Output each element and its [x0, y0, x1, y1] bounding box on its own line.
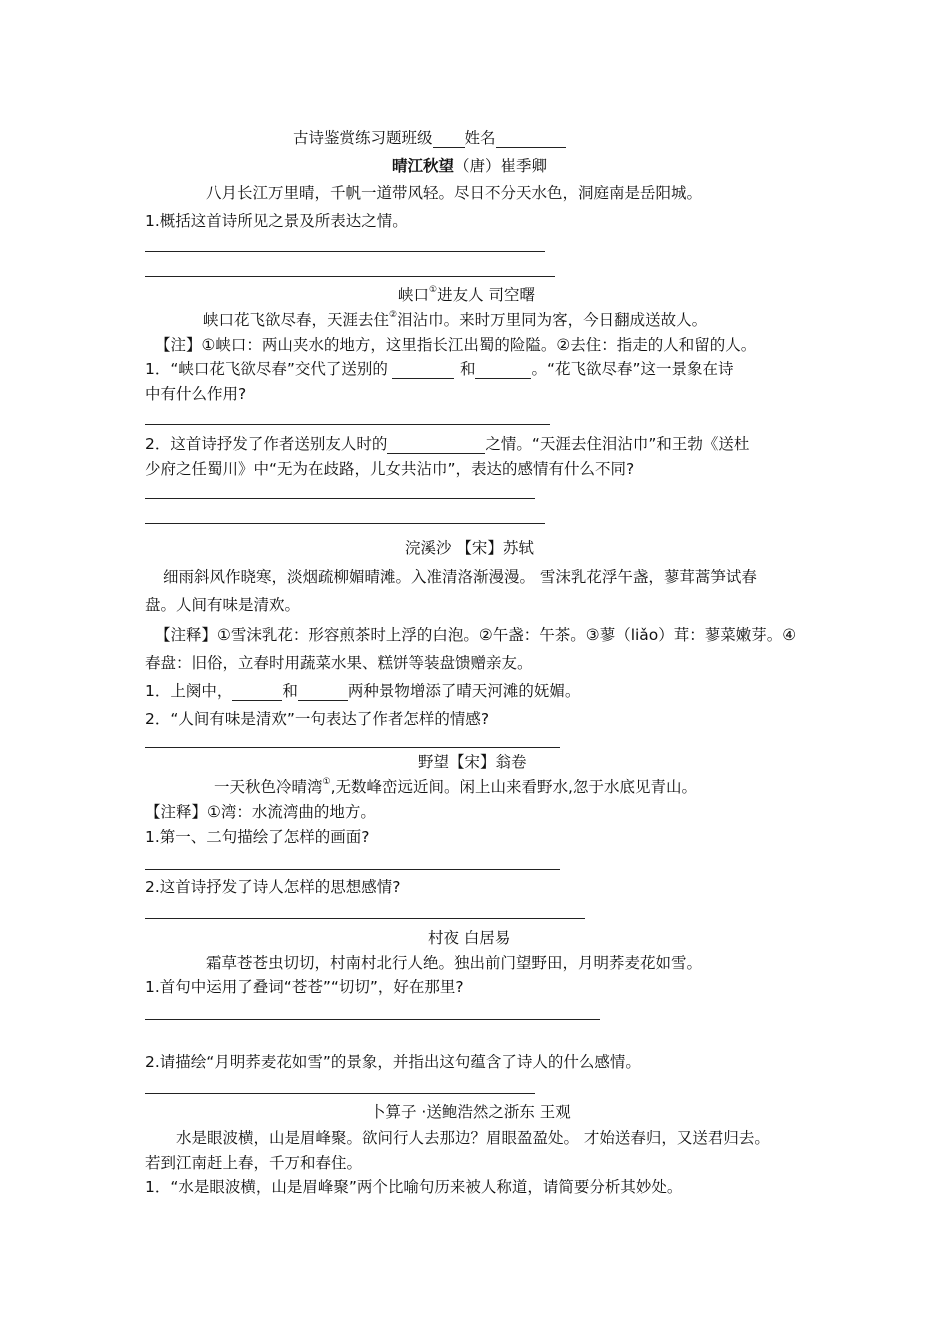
poem2-note: 【注】①峡口：两山夹水的地方，这里指长江出蜀的险隘。②去住：指走的人和留的人。 — [155, 336, 757, 354]
worksheet-title — [293, 128, 566, 148]
poem4-text-b: ,无数峰峦远近间。闲上山来看野水,忽于水底见青山。 — [330, 778, 697, 796]
answer-line — [145, 251, 545, 252]
poem4-question-1: 1.第一、二句描绘了怎样的画面? — [145, 828, 370, 846]
fill-blank — [392, 362, 454, 379]
poem4-note: 【注释】①湾：水流湾曲的地方。 — [145, 803, 376, 821]
poem3-title: 浣溪沙 【宋】苏轼 — [405, 539, 534, 557]
title-text: 古诗鉴赏练习题班级 — [293, 129, 433, 147]
answer-line — [145, 424, 550, 425]
answer-line — [145, 523, 545, 524]
answer-line — [145, 869, 560, 870]
q1-text-c: 两种景物增添了晴天河滩的妩媚。 — [347, 682, 581, 700]
poem3-note-line-2: 春盘：旧俗，立春时用蔬菜水果、糕饼等装盘馈赠亲友。 — [145, 654, 533, 672]
poem1-title: 晴江秋望 — [392, 157, 455, 175]
poem5-title: 村夜 白居易 — [428, 929, 511, 947]
footnote-mark: ② — [389, 310, 398, 320]
q1-text-b: 和 — [459, 360, 476, 378]
q1-text-a: 1．“峡口花飞欲尽春”交代了送别的 — [145, 360, 388, 378]
poem2-question-1 — [145, 359, 734, 379]
poem3-note-line-1: 【注释】①雪沫乳花：形容煎茶时上浮的白泡。②午盏：午茶。③蓼（liǎo）茸：蓼菜嫩芽。④ — [155, 626, 797, 644]
fill-blank — [475, 362, 531, 379]
poem2-title — [398, 285, 535, 305]
poem2-question-2-cont: 少府之任蜀川》中“无为在歧路，儿女共沾巾”，表达的感情有什么不同? — [145, 460, 635, 478]
name-blank — [496, 131, 566, 148]
q1-text-a: 1．上阕中， — [145, 682, 233, 700]
q1-text-b: 和 — [282, 682, 298, 700]
fill-blank — [232, 684, 282, 701]
footnote-mark: ① — [322, 777, 331, 787]
answer-line — [145, 747, 560, 748]
poem5-question-1: 1.首句中运用了叠词“苍苍”“切切”，好在那里? — [145, 978, 464, 996]
poem6-title: 卜算子 ·送鲍浩然之浙东 王观 — [370, 1103, 571, 1121]
poem1-author: （唐）崔季卿 — [454, 157, 548, 175]
fill-blank — [298, 684, 348, 701]
poem4-title: 野望【宋】翁卷 — [418, 753, 527, 771]
answer-line — [145, 1093, 535, 1094]
q2-text-b: 之情。“天涯去住泪沾巾”和王勃《送杜 — [485, 435, 750, 453]
q2-text-a: 2．这首诗抒发了作者送别友人时的 — [145, 435, 388, 453]
poem2-text-a: 峡口花飞欲尽春，天涯去住 — [203, 311, 390, 329]
poem3-text-line-2: 盘。人间有味是清欢。 — [145, 596, 301, 614]
poem3-question-2: 2．“人间有味是清欢”一句表达了作者怎样的情感? — [145, 710, 490, 728]
poem5-text: 霜草苍苍虫切切，村南村北行人绝。独出前门望野田，月明荞麦花如雪。 — [206, 954, 703, 972]
poem4-text — [214, 777, 697, 797]
poem2-title-a: 峡口 — [398, 286, 430, 304]
poem6-question-1: 1．“水是眼波横，山是眉峰聚”两个比喻句历来被人称道，请简要分析其妙处。 — [145, 1178, 683, 1196]
poem1-text: 八月长江万里晴，千帆一道带风轻。尽日不分天水色，洞庭南是岳阳城。 — [206, 184, 703, 202]
poem2-text-b: 泪沾巾。来时万里同为客，今日翻成送故人。 — [397, 311, 708, 329]
poem2-question-1-cont: 中有什么作用? — [145, 385, 247, 403]
answer-line — [145, 1019, 600, 1020]
answer-line — [145, 276, 555, 277]
poem6-text-line-2: 若到江南赶上春，千万和春住。 — [145, 1154, 363, 1172]
poem6-text-line-1: 水是眼波横，山是眉峰聚。欲问行人去那边？眉眼盈盈处。 才始送春归，又送君归去。 — [176, 1129, 770, 1147]
answer-line — [145, 498, 535, 499]
q1-text-c: 。“花飞欲尽春”这一景象在诗 — [531, 360, 734, 378]
poem2-text — [203, 310, 707, 330]
poem4-question-2: 2.这首诗抒发了诗人怎样的思想感情? — [145, 878, 401, 896]
poem1-question-1: 1.概括这首诗所见之景及所表达之情。 — [145, 212, 408, 230]
poem2-question-2 — [145, 434, 749, 454]
footnote-mark: ① — [429, 285, 438, 295]
fill-blank — [387, 437, 485, 454]
poem1-heading — [392, 156, 547, 176]
poem3-question-1 — [145, 681, 580, 701]
answer-line — [145, 918, 585, 919]
poem4-text-a: 一天秋色冷晴湾 — [214, 778, 323, 796]
name-label: 姓名 — [464, 129, 496, 147]
poem3-text-line-1: 细雨斜风作晓寒，淡烟疏柳媚晴滩。入准清洛渐漫漫。 雪沫乳花浮午盏，蓼茸蒿笋试春 — [163, 568, 757, 586]
poem5-question-2: 2.请描绘“月明荞麦花如雪”的景象，并指出这句蕴含了诗人的什么感情。 — [145, 1053, 641, 1071]
poem2-title-b: 进友人 司空曙 — [437, 286, 536, 304]
class-blank — [433, 131, 465, 148]
